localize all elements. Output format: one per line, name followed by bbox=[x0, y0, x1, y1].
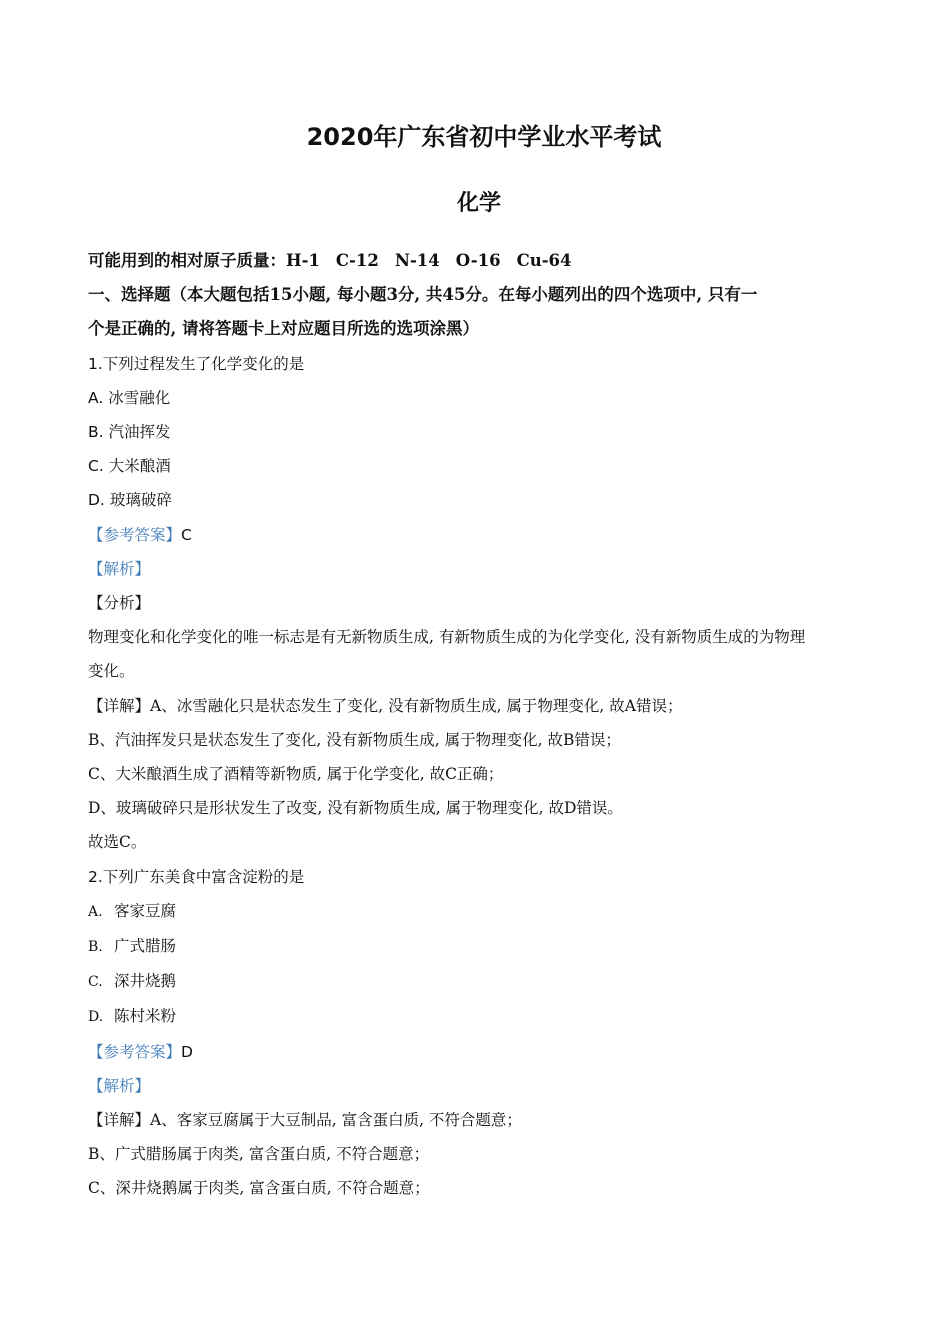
question-1-fenxi-line2: 变化。 bbox=[88, 662, 135, 681]
question-1-fenxi-label: 【分析】 bbox=[88, 594, 151, 613]
atomic-mass-cu: Cu-64 bbox=[516, 251, 572, 270]
section-instruction-line2: 个是正确的, 请将答题卡上对应题目所选的选项涂黑） bbox=[88, 319, 479, 339]
question-2-option-b: B. 广式腊肠 bbox=[88, 937, 177, 956]
question-2-detail-b: B、广式腊肠属于肉类, 富含蛋白质, 不符合题意； bbox=[88, 1145, 430, 1164]
question-1-detail-b: B、汽油挥发只是状态发生了变化, 没有新物质生成, 属于物理变化, 故B错误； bbox=[88, 730, 621, 749]
question-1-detail-a: 【详解】A、冰雪融化只是状态发生了变化, 没有新物质生成, 属于物理变化, 故A错误； bbox=[88, 696, 683, 715]
question-2-option-d: D. 陈村米粉 bbox=[88, 1007, 177, 1026]
answer-value: C bbox=[181, 525, 192, 544]
question-2-answer bbox=[88, 1035, 870, 1069]
page-title: 2020年广东省初中学业水平考试 bbox=[306, 123, 662, 151]
atomic-mass-line bbox=[88, 244, 870, 278]
question-1-option-b: B. 汽油挥发 bbox=[88, 423, 171, 442]
question-1-number: 1. bbox=[88, 354, 103, 373]
question-1-option-a: A. 冰雪融化 bbox=[88, 388, 171, 407]
question-2-option-c: C. 深井烧鹅 bbox=[88, 972, 177, 991]
question-1-analysis-label: 【解析】 bbox=[88, 559, 151, 578]
answer-label: 【参考答案】 bbox=[88, 525, 182, 544]
question-1-answer bbox=[88, 518, 870, 552]
question-1-conclusion: 故选C。 bbox=[88, 833, 147, 852]
question-2-option-a: A. 客家豆腐 bbox=[88, 901, 177, 920]
question-2-detail-c: C、深井烧鹅属于肉类, 富含蛋白质, 不符合题意； bbox=[88, 1179, 430, 1198]
question-1-option-c: C. 大米酿酒 bbox=[88, 457, 171, 476]
question-2-detail-a: 【详解】A、客家豆腐属于大豆制品, 富含蛋白质, 不符合题意； bbox=[88, 1111, 522, 1130]
atomic-mass-h: H-1 bbox=[286, 251, 320, 270]
subject-heading: 化学 bbox=[456, 191, 501, 216]
question-1-detail-c: C、大米酿酒生成了酒精等新物质, 属于化学变化, 故C正确； bbox=[88, 765, 504, 784]
question-1-stem: 1.下列过程发生了化学变化的是 bbox=[88, 354, 305, 373]
question-1-fenxi-line1: 物理变化和化学变化的唯一标志是有无新物质生成, 有新物质生成的为化学变化, 没有新物质生成的为物理 bbox=[88, 628, 806, 647]
section-instruction-line1: 一、选择题（本大题包括15小题, 每小题3分, 共45分。在每小题列出的四个选项中, 只有一 bbox=[88, 285, 758, 305]
atomic-mass-o: O-16 bbox=[455, 251, 501, 270]
answer-value: D bbox=[181, 1042, 193, 1061]
atomic-mass-n: N-14 bbox=[394, 251, 440, 270]
atomic-mass-label: 可能用到的相对原子质量： bbox=[88, 251, 286, 270]
question-2-analysis-label: 【解析】 bbox=[88, 1076, 151, 1095]
atomic-mass-c: C-12 bbox=[335, 251, 379, 270]
answer-label: 【参考答案】 bbox=[88, 1042, 182, 1061]
question-2-number: 2. bbox=[88, 867, 103, 886]
question-1-option-d: D. 玻璃破碎 bbox=[88, 491, 172, 510]
question-2-stem: 2.下列广东美食中富含淀粉的是 bbox=[88, 867, 305, 886]
question-1-detail-d: D、玻璃破碎只是形状发生了改变, 没有新物质生成, 属于物理变化, 故D错误。 bbox=[88, 799, 623, 818]
